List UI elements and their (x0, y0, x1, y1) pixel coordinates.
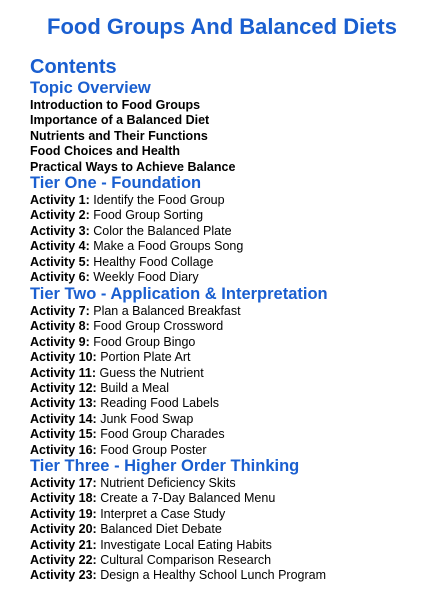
activity-number: Activity 14: (30, 411, 97, 426)
tier-one-heading: Tier One - Foundation (30, 174, 202, 192)
activity-number: Activity 22: (30, 552, 97, 567)
activity-number: Activity 3: (30, 223, 90, 238)
activity-title: Create a 7-Day Balanced Menu (100, 491, 276, 506)
activity-title: Balanced Diet Debate (100, 522, 222, 537)
overview-item: Importance of a Balanced Diet (30, 113, 210, 128)
activity-title: Food Group Bingo (93, 334, 196, 349)
activity-title: Design a Healthy School Lunch Program (100, 568, 327, 583)
tier-two-activity-list (30, 304, 435, 458)
tier-one-activity-list (30, 193, 435, 285)
activity-title: Identify the Food Group (93, 193, 225, 207)
activity-item (30, 224, 435, 239)
tier-three-activity-list (30, 476, 435, 584)
activity-item (30, 208, 435, 223)
activity-number: Activity 11: (30, 365, 97, 380)
tier-two-section (30, 284, 435, 458)
activity-number: Activity 18: (30, 491, 97, 506)
activity-item (30, 304, 435, 319)
activity-title: Portion Plate Art (100, 350, 191, 365)
activity-item (30, 335, 435, 350)
activity-title: Make a Food Groups Song (93, 239, 244, 254)
topic-overview-section (30, 78, 435, 175)
activity-number: Activity 6: (30, 269, 90, 284)
activity-title: Interpret a Case Study (100, 506, 226, 521)
activity-item (30, 412, 435, 427)
activity-item (30, 538, 435, 553)
activity-item (30, 476, 435, 491)
activity-title: Food Group Crossword (93, 319, 224, 334)
activity-item (30, 553, 435, 568)
activity-title: Food Group Poster (100, 442, 207, 457)
activity-title: Plan a Balanced Breakfast (93, 304, 241, 318)
activity-item (30, 350, 435, 365)
overview-item: Introduction to Food Groups (30, 98, 201, 112)
activity-number: Activity 7: (30, 304, 90, 318)
activity-title: Color the Balanced Plate (93, 223, 232, 238)
activity-number: Activity 15: (30, 427, 97, 442)
activity-number: Activity 17: (30, 476, 97, 490)
activity-item (30, 427, 435, 442)
activity-title: Investigate Local Eating Habits (100, 537, 272, 552)
activity-title: Cultural Comparison Research (100, 552, 272, 567)
overview-item: Nutrients and Their Functions (30, 128, 208, 143)
activity-title: Weekly Food Diary (93, 269, 199, 284)
activity-title: Junk Food Swap (100, 411, 194, 426)
tier-three-section (30, 456, 435, 584)
activity-number: Activity 21: (30, 537, 97, 552)
activity-item (30, 507, 435, 522)
tier-three-heading: Tier Three - Higher Order Thinking (30, 457, 300, 475)
activity-number: Activity 9: (30, 334, 90, 349)
activity-item (30, 366, 435, 381)
activity-number: Activity 4: (30, 239, 90, 254)
activity-item (30, 396, 435, 411)
activity-item (30, 381, 435, 396)
topic-overview-heading: Topic Overview (30, 79, 151, 97)
activity-title: Guess the Nutrient (99, 365, 204, 380)
activity-item (30, 239, 435, 254)
activity-number: Activity 12: (30, 380, 97, 395)
activity-item (30, 522, 435, 537)
activity-title: Nutrient Deficiency Skits (100, 476, 236, 490)
activity-title: Reading Food Labels (100, 396, 220, 411)
activity-number: Activity 23: (30, 568, 97, 583)
activity-number: Activity 5: (30, 254, 90, 269)
activity-title: Healthy Food Collage (93, 254, 214, 269)
activity-title: Build a Meal (100, 380, 169, 395)
activity-number: Activity 10: (30, 350, 97, 365)
activity-item (30, 568, 435, 583)
contents-heading: Contents (30, 56, 117, 78)
activity-title: Food Group Charades (100, 427, 225, 442)
activity-number: Activity 8: (30, 319, 90, 334)
overview-item: Practical Ways to Achieve Balance (30, 159, 236, 174)
activity-item (30, 193, 435, 208)
activity-number: Activity 1: (30, 193, 90, 207)
activity-item (30, 491, 435, 506)
activity-number: Activity 20: (30, 522, 97, 537)
topic-overview-list (30, 98, 435, 175)
activity-item (30, 255, 435, 270)
activity-number: Activity 13: (30, 396, 97, 411)
tier-two-heading: Tier Two - Application & Interpretation (30, 285, 328, 303)
activity-number: Activity 16: (30, 442, 97, 457)
activity-number: Activity 2: (30, 208, 90, 223)
document-title: Food Groups And Balanced Diets (47, 14, 397, 39)
activity-number: Activity 19: (30, 506, 97, 521)
tier-one-section (30, 173, 435, 285)
overview-item: Food Choices and Health (30, 144, 181, 159)
activity-title: Food Group Sorting (93, 208, 204, 223)
activity-item (30, 319, 435, 334)
